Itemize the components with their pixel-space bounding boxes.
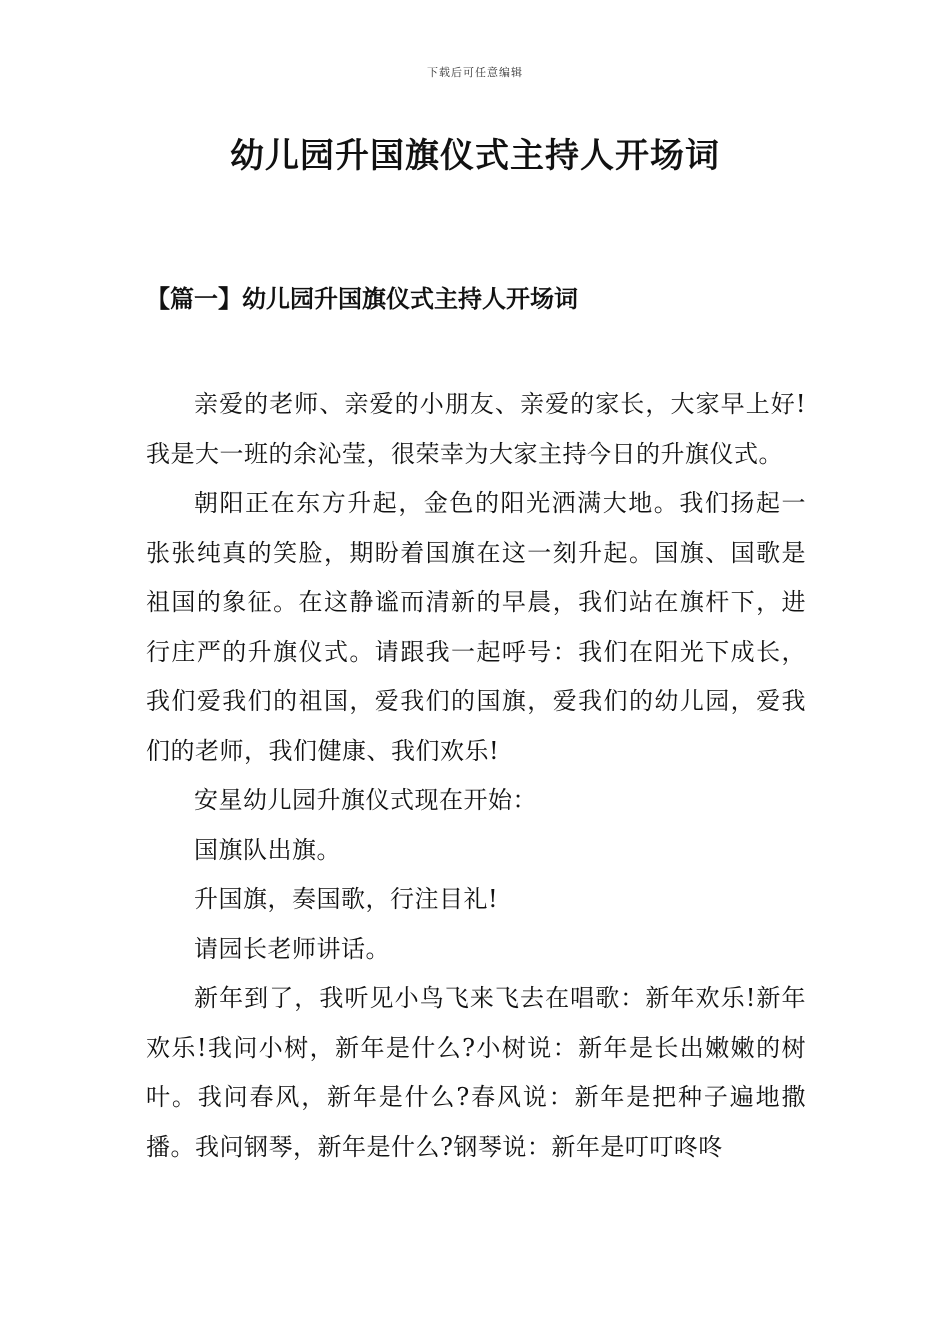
paragraph: 国旗队出旗。: [194, 835, 341, 864]
document-body: [146, 380, 806, 1172]
header-note: 下载后可任意编辑: [427, 66, 523, 79]
document-title: 幼儿园升国旗仪式主持人开场词: [230, 136, 720, 176]
paragraph: 新年到了，我听见小鸟飞来飞去在唱歌：新年欢乐!新年欢乐!我问小树，新年是什么?小树说：新年是长出嫩嫩的树叶。我问春风，新年是什么?春风说：新年是把种子遍地撒播。我问钢琴，新年是什么?钢琴说：新年是叮叮咚咚: [146, 984, 806, 1161]
paragraph: 安星幼儿园升旗仪式现在开始：: [194, 786, 537, 814]
paragraph: 亲爱的老师、亲爱的小朋友、亲爱的家长，大家早上好!我是大一班的余沁莹，很荣幸为大家主持今日的升旗仪式。: [146, 390, 806, 468]
paragraph: 升国旗，奏国歌，行注目礼!: [194, 885, 499, 913]
paragraph: 朝阳正在东方升起，金色的阳光洒满大地。我们扬起一张张纯真的笑脸，期盼着国旗在这一刻升起。国旗、国歌是祖国的象征。在这静谧而清新的早晨，我们站在旗杆下，进行庄严的升旗仪式。请跟我一起呼号：我们在阳光下成长，我们爱我们的祖国，爱我们的国旗，爱我们的幼儿园，爱我们的老师，我们健康、我们欢乐!: [146, 489, 806, 765]
section-heading: 【篇一】幼儿园升国旗仪式主持人开场词: [146, 284, 578, 313]
paragraph: 请园长老师讲话。: [194, 934, 390, 963]
